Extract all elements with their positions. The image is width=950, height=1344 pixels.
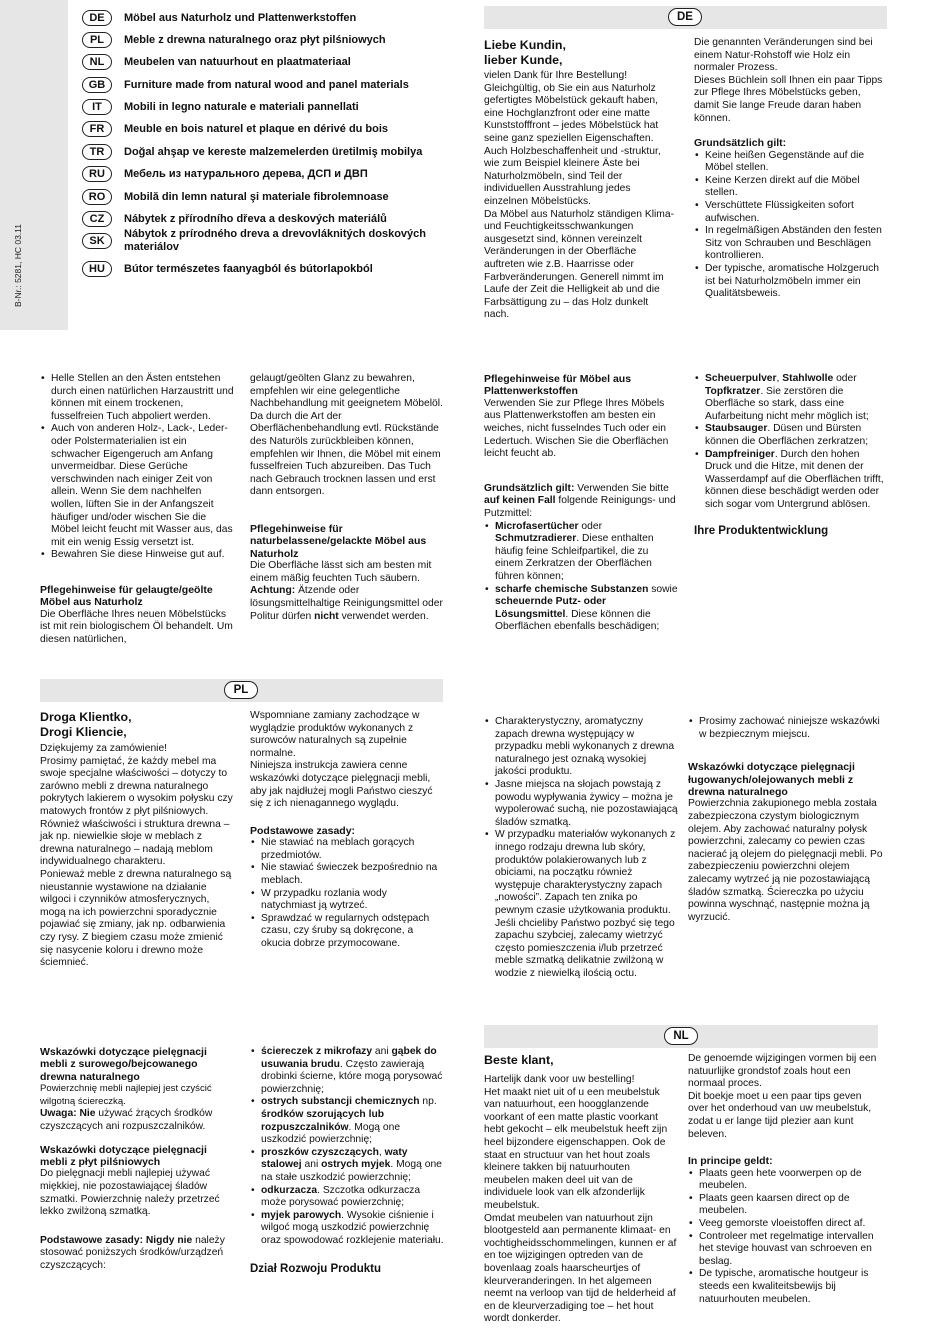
de-oiled-heading: Pflegehinweise für gelaugte/geölte Möbel aus Naturholz (40, 583, 213, 609)
language-row (82, 29, 444, 51)
plain-text: . Mogą one na stałe uszkodzić powierzchnię; (261, 1159, 442, 1183)
bold-text: scheuernde Putz- oder Lösungsmittel (495, 596, 606, 620)
plain-text: . Wysokie ciśnienie i wilgoć mogą uszkodzić powierzchnię oraz spowodować rozklejenie materiału. (261, 1209, 444, 1246)
de-col4 (250, 373, 446, 623)
pl-raw-warning-bold: Nie (79, 1108, 96, 1120)
language-row (82, 51, 444, 73)
language-row (82, 7, 444, 29)
de-panel-principle (484, 483, 678, 521)
language-row (82, 186, 444, 208)
list-item: • In regelmäßigen Abständen den festen Sitz von Schrauben und Beschlägen kontrollieren. (694, 225, 886, 263)
language-code-badge: IT (82, 99, 112, 115)
de-panel-heading: Pflegehinweise für Möbel aus Plattenwerkstoffen (484, 373, 632, 398)
list-item (250, 1096, 444, 1146)
de-oiled-text-1: Die Oberfläche Ihres neuen Möbelstücks ist mit rein biologischem Öl behandelt. Um diesen natürlichen, (40, 608, 233, 645)
plain-text: . Diese enthalten häufig feine Schleifpartikel, die zu einem Zerkratzen der Oberflächen führen können; (495, 533, 654, 582)
pl-intro-body: Dziękujemy za zamówienie! Prosimy pamiętać, że każdy mebel ma swoje specjalne właściwości – dotyczy to zarówno mebli z drewna naturalnego pokrytych lakierem o wysokim połysku czy matowych frontów z płyt pilśniowych. Również właściwości i struktura drewna – jak np. niewielkie słoje w meblach z drewna naturalnego – nadają meblom indywidualnego charakteru. Ponieważ meble z drewna naturalnego są nieustannie wystawione na działanie wilgoci i czynników atmosferycznych, mogą na ich powierzchni sporadycznie pojawiać się zmiany, jak np. odbarwienia czy rysy. Z biegiem czasu może zmienić się nasycenie koloru i drewno może ściemnieć. (40, 743, 233, 969)
language-label: Mobilă din lemn natural şi materiale fibrolemnoase (124, 190, 389, 203)
bold-text: ostrych myjek (321, 1159, 391, 1171)
list-item (484, 584, 678, 634)
language-row (82, 163, 444, 185)
nl-col2-intro: De genoemde wijzigingen vormen bij een natuurlijke grondstof zoals hout een normaal proces. Dit boekje moet u een paar tips geven over het onderhoud van uw meubelstuk, zodat u er lange tijd plezier aan kunt beleven. (688, 1053, 877, 1140)
list-item: • Der typische, aromatische Holzgeruch ist bei Naturholzmöbeln immer ein Qualitätsbeweis. (694, 263, 886, 301)
list-item (694, 449, 888, 512)
de-col2 (694, 37, 886, 301)
de-intro-text (484, 70, 676, 322)
list-item: • W przypadku rozlania wody natychmiast ją wytrzeć. (250, 888, 444, 913)
nl-intro-body: Hartelijk dank voor uw bestelling! Het maakt niet uit of u een meubelstuk van natuurhout, een hoogglanzende voorkant of een matte plastic voorkant hebt gekocht – elk meubelstuk heeft zijn heel bijzondere eigenschappen. Ook de staat en structuur van het hout zoals kleinere takken bij natuurhouten meubelen maken deel uit van de individuele look van elk afzonderlijk meubelstuk. Omdat meubelen van natuurhout zijn blootgesteld aan permanente klimaat- en vochtigheidsschommelingen, kunnen er af en toe wijzigingen optreden van de bovenlaag zoals haarscheurtjes of kleurveranderingen. In het algemeen neemt na verloop van tijd de helderheid af en de kleurverzadiging toe – het hout wordt donkerder. (484, 1074, 677, 1325)
pl-signature: Dział Rozwoju Produktu (250, 1262, 381, 1275)
plain-text: sowie (648, 583, 678, 595)
bold-text: odkurzacza (261, 1184, 318, 1196)
plain-text: , (378, 1146, 385, 1158)
language-row (82, 208, 444, 230)
language-code-badge: RO (82, 189, 112, 205)
bold-text: Microfasertücher (495, 520, 579, 532)
plain-text: ani (301, 1159, 322, 1171)
pl-raw-warning-text: używać żrących środków czyszczących ani rozpuszczalników. (40, 1108, 213, 1132)
de-panel-principle-text-1: Verwenden Sie bitte (577, 482, 669, 494)
language-code-badge: GB (82, 77, 112, 93)
plain-text: oder (578, 520, 603, 532)
language-label: Bútor természetes faanyagból és bútorlapokból (124, 262, 373, 275)
de-agents-list-1 (484, 521, 678, 634)
list-item: • Nie stawiać świeczek bezpośrednio na meblach. (250, 862, 444, 887)
pl-agents-list (250, 1046, 444, 1248)
pl-raw-heading: Wskazówki dotyczące pielęgnacji mebli z surowego/bejcowanego drewna naturalnego (40, 1046, 207, 1083)
de-attention-text-1: Ätzende oder lösungsmittelhaltige Reinigungsmittel oder Politur dürfen (250, 585, 443, 622)
list-item (250, 1046, 444, 1096)
sidebar-strip (0, 0, 68, 330)
de-panel-principle-text-2: folgende Reinigungs- und Putzmittel: (484, 495, 676, 519)
pl-raw-text: Powierzchnię mebli najlepiej jest czyścić wilgotną ściereczką. (40, 1083, 212, 1107)
list-item: • Verschüttete Flüssigkeiten sofort aufwischen. (694, 200, 886, 225)
de-attention-label: Achtung: (250, 585, 296, 597)
pl-panel-principle-bold: Nigdy nie (145, 1234, 193, 1246)
plain-text: . Często zawierają drobinki ścierne, które mogą porysować powierzchnię; (261, 1058, 443, 1095)
list-item (694, 373, 888, 423)
plain-text: oder (833, 373, 857, 384)
de-panel-principle-bold: auf keinen Fall (484, 495, 556, 507)
plain-text: ani (372, 1046, 392, 1057)
language-label: Мебель из натурального дерева, ДСП и ДВП (124, 167, 368, 180)
list-item: • Plaats geen hete voorwerpen op de meubelen. (688, 1168, 882, 1193)
plain-text: . Diese können die Oberflächen ebenfalls beschädigen; (495, 608, 660, 633)
list-item: • Auch von anderen Holz-, Lack-, Leder- oder Polstermaterialien ist ein schwacher Eigengeruch am Anfang unvermeidbar. Diese Gerüche verschwinden nach einiger Zeit von allein. Wenn Sie dem nachhelfen wollen, lüften Sie in der Anfangszeit häufiger und/oder wischen Sie die Möbel leicht feucht mit Wasser aus, das mit ein wenig Essig versetzt ist. (40, 423, 236, 549)
list-item: • Bewahren Sie diese Hinweise gut auf. (40, 549, 236, 562)
bold-text: Staubsauger (705, 423, 768, 435)
pl-panel-principle-label: Podstawowe zasady: (40, 1234, 143, 1246)
language-row (82, 141, 444, 163)
plain-text: , (776, 373, 783, 384)
de-panel-principle-label: Grundsätzlich gilt: (484, 482, 575, 494)
bold-text: Scheuerpulver (705, 373, 777, 384)
de-attention-text-2: verwendet werden. (341, 610, 429, 622)
pl-col6 (250, 1046, 444, 1277)
language-code-badge: FR (82, 121, 112, 137)
bold-text: Stahlwolle (782, 373, 834, 384)
nl-principles-heading: In principe geldt: (688, 1155, 773, 1168)
de-attention-nicht: nicht (314, 610, 339, 622)
bold-text: Dampfreiniger (705, 448, 775, 460)
bold-text: Schmutzradierer (495, 533, 577, 545)
list-item: • Veeg gemorste vloeistoffen direct af. (688, 1218, 882, 1231)
list-item: • Keine heißen Gegenstände auf die Möbel stellen. (694, 150, 886, 175)
nl-intro-text (484, 1074, 678, 1326)
de-col5 (484, 373, 678, 634)
list-item (250, 1185, 444, 1210)
pl-panel-text: Do pielęgnacji mebli najlepiej używać miękkiej, nie pozostawiającej śladów szmatki. Powierzchnię należy przetrzeć lekko zwilżoną szmatką. (40, 1168, 220, 1218)
de-principles-heading: Grundsätzlich gilt: (694, 137, 787, 150)
bold-text: proszków czyszczących (261, 1146, 379, 1158)
pl-intro-text (40, 743, 234, 970)
list-item: • Jasne miejsca na słojach powstają z powodu wypływania żywicy – można je wypolerować suchą, nie pozostawiającą śladów szmatką. (484, 779, 678, 829)
pl-raw-warning (40, 1108, 234, 1133)
language-code-badge: CZ (82, 211, 112, 227)
pl-principles-list (250, 837, 444, 950)
de-col3-list (40, 373, 236, 562)
bold-text: Topfkratzer (705, 385, 761, 397)
plain-text: . Szczotka odkurzacza może porysować powierzchnię; (261, 1184, 421, 1209)
pl-col4-list (688, 716, 884, 741)
de-attention (250, 585, 446, 623)
list-item: • Keine Kerzen direkt auf die Möbel stellen. (694, 175, 886, 200)
language-label: Furniture made from natural wood and panel materials (124, 78, 409, 91)
language-label: Doğal ahşap ve kereste malzemelerden üretilmiş mobilya (124, 145, 423, 158)
language-code-badge: NL (82, 54, 112, 70)
bold-text: waty stalowej (261, 1146, 408, 1171)
pl-panel-principle-text: należy stosować poniższych środków/urządzeń czyszczących: (40, 1234, 225, 1271)
pl-col3-list (484, 716, 678, 980)
bold-text: ściereczek z mikrofazy (261, 1046, 373, 1057)
bold-text: myjek parowych (261, 1209, 342, 1221)
pl-oiled-text: Powierzchnia zakupionego mebla została zabezpieczona czystym biologicznym olejem. Aby zachować naturalny połysk powierzchni, zalecamy co pewien czas nacierać ją olejem do pielęgnacji mebli. Po zabezpieczeniu powierzchni olejem zalecamy wytrzeć ją nie pozostawiającą śladów szmatką. Ściereczka po użyciu powinna wyschnąć, następnie można ją wyrzucić. (688, 798, 883, 923)
language-label: Meble z drewna naturalnego oraz płyt pilśniowych (124, 33, 386, 46)
de-intro-body: vielen Dank für Ihre Bestellung! Gleichgültig, ob Sie ein aus Naturholz gefertigtes Möbelstück gekauft haben, eine Hochglanzfront oder eine matte Kunststofffront – jedes Möbelstück hat seine ganz speziellen Eigenschaften. Auch Holzbeschaffenheit und -struktur, wie zum Beispiel kleinere Äste bei Naturholzmöbeln, sind Teil der individuellen Ausstrahlung jedes einzelnen Möbelstücks. Da Möbel aus Naturholz ständigen Klima- und Feuchtigkeitsschwankungen ausgesetzt sind, können vereinzelt Veränderungen in der Oberfläche auftreten wie z.B. Haarrisse oder Farbveränderungen. Generell nimmt im Laufe der Zeit die Helligkeit ab und die Farbsättigung zu – das Holz dunkelt nach. (484, 70, 675, 321)
list-item: • Nie stawiać na meblach gorących przedmiotów. (250, 837, 444, 862)
pl-panel-principle (40, 1235, 234, 1273)
de-panel-text: Verwenden Sie zur Pflege Ihres Möbels aus Plattenwerkstoffen am besten ein weiches, nicht fusselndes Tuch oder ein Ledertuch. Wischen Sie die Oberflächen leicht feucht ab. (484, 397, 669, 460)
pl-panel-heading: Wskazówki dotyczące pielęgnacji mebli z płyt pilśniowych (40, 1143, 207, 1168)
list-item (250, 1147, 444, 1185)
article-number: B-Nr.: 5281, HC 03.11 (13, 224, 23, 307)
de-oiled-text-2: gelaugt/geölten Glanz zu bewahren, empfehlen wir eine gelegentliche Nachbehandlung mit geeignetem Möbelöl. Da durch die Art der Oberflächenbehandlung evtl. Rückstände des Naturöls zurückbleiben können, empfehlen wir Ihnen, die Möbel mit einem fusselfreien Tuch abzureiben. Das Tuch nach Gebrauch trocknen lassen und erst dann entsorgen. (250, 373, 443, 498)
list-item: • Controleer met regelmatige intervallen het stevige houvast van schroeven en beslag. (688, 1231, 882, 1269)
de-badge: DE (668, 8, 702, 26)
pl-col5 (40, 1046, 234, 1273)
pl-badge: PL (224, 681, 258, 699)
bold-text: środków szorujących lub rozpuszczalników (261, 1108, 385, 1133)
de-natural-heading: Pflegehinweise für naturbelassene/gelackte Möbel aus Naturholz (250, 522, 427, 560)
pl-col3 (484, 716, 678, 980)
de-signature: Ihre Produktentwicklung (694, 524, 829, 537)
language-label: Meubelen van natuurhout en plaatmateriaal (124, 55, 351, 68)
list-item (694, 423, 888, 448)
list-item: • Sprawdzać w regularnych odstępach czasu, czy śruby są dokręcone, a okucia dobrze przymocowane. (250, 913, 444, 951)
nl-badge: NL (664, 1027, 698, 1045)
bold-text: gąbek do usuwania brudu (261, 1046, 437, 1070)
language-row (82, 74, 444, 96)
bold-text: ostrych substancji chemicznych (261, 1096, 420, 1108)
pl-col4-bullet: • Prosimy zachować niniejsze wskazówki w bezpiecznym miejscu. (688, 716, 884, 741)
pl-salutation: Droga Klientko, Drogi Kliencie, (40, 710, 132, 739)
pl-col4 (688, 716, 884, 924)
language-label: Nábytek z přírodního dřeva a deskových materiálů (124, 212, 387, 225)
list-item (250, 1210, 444, 1248)
language-code-badge: DE (82, 10, 112, 26)
language-row (82, 258, 444, 280)
nl-salutation: Beste klant, (484, 1053, 554, 1067)
language-label: Mobili in legno naturale e materiali pannellati (124, 100, 359, 113)
de-col2-intro: Die genannten Veränderungen sind bei einem Natur-Rohstoff wie Holz ein normaler Prozess. Dieses Büchlein soll Ihnen ein paar Tipps zur Pflege Ihres Möbelstücks geben, damit Sie lange Freude daran haben können. (694, 37, 883, 124)
list-item: • Helle Stellen an den Ästen entstehen durch einen natürlichen Harzaustritt und können mit einem trockenen, fusselfreien Tuch abpoliert werden. (40, 373, 236, 423)
language-label: Nábytok z prírodného dreva a drevovláknitých doskových materiálov (124, 228, 426, 253)
language-row (82, 230, 444, 252)
de-col3 (40, 373, 236, 647)
language-code-badge: HU (82, 261, 112, 277)
pl-principles-heading: Podstawowe zasady: (250, 824, 356, 837)
pl-col2 (250, 710, 444, 951)
list-item: • Plaats geen kaarsen direct op de meubelen. (688, 1193, 882, 1218)
language-code-badge: PL (82, 32, 112, 48)
language-row (82, 118, 444, 140)
nl-col2 (688, 1053, 882, 1306)
de-principles-list (694, 150, 886, 301)
plain-text: np. (419, 1096, 437, 1108)
plain-text: . Sie zerstören die Oberfläche so stark, dass eine Aufarbeitung nicht mehr möglich ist; (705, 385, 869, 422)
list-item: • W przypadku materiałów wykonanych z innego rodzaju drewna lub skóry, produktów polakierowanych lub z obiciami, na początku również występuje charakterystyczny zapach „nowości”. Zapach ten znika po pewnym czasie użytkowania produktu. Jeśli chcieliby Państwo pozbyć się tego zapachu szybciej, zalecamy wietrzyć często pomieszczenia i/lub przetrzeć meble szmatką delikatnie zwilżoną w wodzie z niewielką ilością octu. (484, 829, 678, 980)
language-row (82, 96, 444, 118)
pl-raw-warning-label: Uwaga: (40, 1108, 77, 1120)
plain-text: . Durch den hohen Druck und die Hitze, mit denen der Wasserdampf auf die Oberflächen trifft, können diese beschädigt werden oder sich sogar vom Untergrund ablösen. (705, 448, 884, 510)
list-item: • Charakterystyczny, aromatyczny zapach drewna występujący w przypadku mebli wykonanych z drewna naturalnego jest oznaką wysokiej jakości produktu. (484, 716, 678, 779)
list-item (484, 521, 678, 584)
de-col6 (694, 373, 888, 539)
language-code-badge: SK (82, 233, 112, 249)
de-agents-list-2 (694, 373, 888, 512)
plain-text: . Mogą one uszkodzić powierzchnię; (261, 1121, 401, 1146)
language-code-badge: TR (82, 144, 112, 160)
de-natural-text: Die Oberfläche lässt sich am besten mit einem mäßig feuchten Tuch säubern. (250, 560, 432, 584)
pl-oiled-heading: Wskazówki dotyczące pielęgnacji ługowanych/olejowanych mebli z drewna naturalnego (688, 761, 855, 798)
bold-text: scharfe chemische Substanzen (495, 583, 649, 595)
list-item: • De typische, aromatische houtgeur is steeds een kwaliteitsbewijs bij natuurhouten meubelen. (688, 1268, 882, 1306)
language-label: Möbel aus Naturholz und Plattenwerkstoffen (124, 11, 357, 24)
de-salutation: Liebe Kundin, lieber Kunde, (484, 38, 566, 67)
nl-principles-list (688, 1168, 882, 1307)
language-label: Meuble en bois naturel et plaque en dérivé du bois (124, 122, 389, 135)
plain-text: . Düsen und Bürsten können die Oberflächen zerkratzen; (705, 423, 869, 447)
pl-col2-intro: Wspomniane zamiany zachodzące w wyglądzie produktów wykonanych z surowców naturalnych są zupełnie normalne. Niniejsza instrukcja zawiera cenne wskazówki dotyczące pielęgnacji mebli, aby jak najdłużej mogli Państwo cieszyć się z ich nienagannego wyglądu. (250, 710, 433, 810)
language-code-badge: RU (82, 166, 112, 182)
